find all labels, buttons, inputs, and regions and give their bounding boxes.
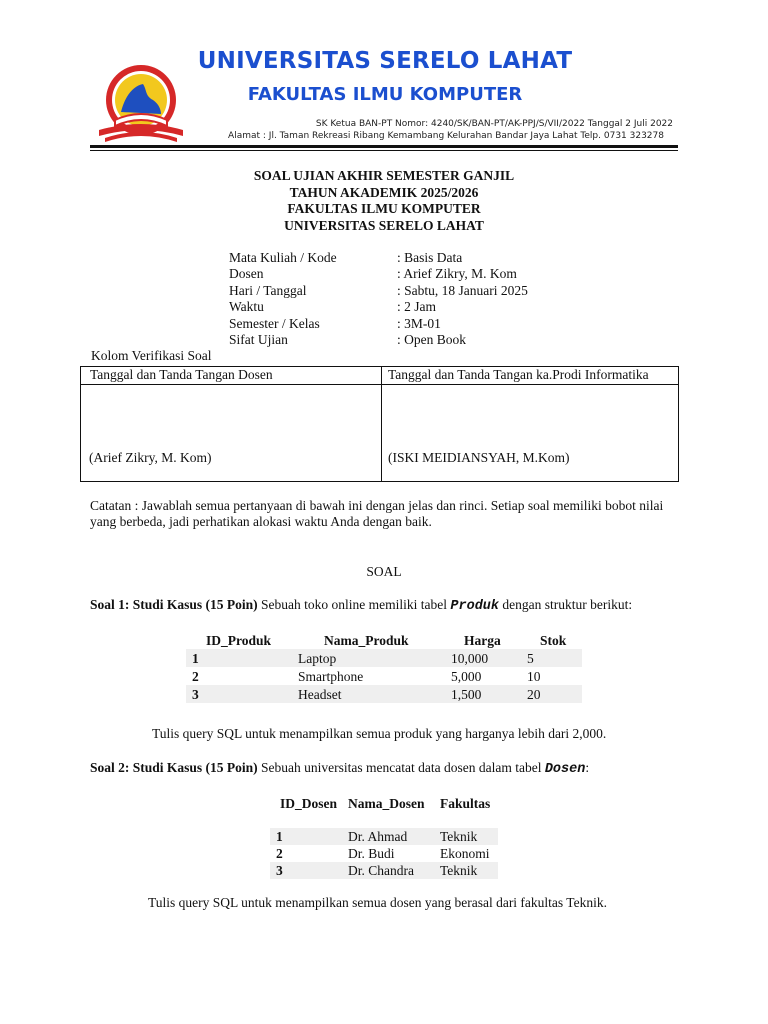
info-key: Semester / Kelas [229,315,320,331]
table-cell: 20 [527,685,582,703]
table-cell: 3 [270,862,348,879]
table-cell: Laptop [298,649,451,667]
lecturer-name: (Arief Zikry, M. Kom) [89,450,212,465]
soal2-intro [90,760,589,777]
table-header: Harga [464,633,501,648]
info-key: Hari / Tanggal [229,282,307,298]
exam-heading [90,168,678,234]
exam-heading-line: SOAL UJIAN AKHIR SEMESTER GANJIL [253,168,515,183]
table-row [270,828,498,845]
info-key: Waktu [229,299,264,315]
exam-heading-line: FAKULTAS ILMU KOMPUTER [287,201,481,216]
table-row [270,862,498,879]
soal2-title: Soal 2: Studi Kasus (15 Poin) [90,760,258,775]
table-header: ID_Dosen [280,796,338,811]
soal2-text: Sebuah universitas mencatat data dosen dalam tabel [257,760,545,775]
university-title: UNIVERSITAS SERELO LAHAT [197,48,573,74]
table-cell: Smartphone [298,668,364,684]
table-cell: Dr. Chandra [348,862,440,879]
info-value: : 2 Jam [397,299,436,315]
table-cell: 1,500 [451,685,527,703]
table-header: Stok [540,633,567,648]
table-row [186,649,582,667]
table-cell: 10,000 [451,649,527,667]
soal1-text: Sebuah toko online memiliki tabel [257,597,451,612]
headprodi-name: (ISKI MEIDIANSYAH, M.Kom) [388,450,570,465]
info-row [229,250,528,266]
soal1-text-after: dengan struktur berikut: [499,597,633,612]
table-header: Nama_Dosen [348,796,425,811]
letterhead-rule-thin [90,150,678,151]
info-value: : Open Book [397,332,466,348]
info-row [229,316,528,332]
table-cell: 5,000 [451,668,482,684]
soal1-question: Tulis query SQL untuk menampilkan semua produk yang harganya lebih dari 2,000. [152,726,607,741]
info-row [229,332,528,348]
soal2-question: Tulis query SQL untuk menampilkan semua dosen yang berasal dari fakultas Teknik. [148,895,607,910]
table-cell: Dr. Ahmad [348,828,440,845]
table-cell: Ekonomi [440,846,490,861]
info-key: Mata Kuliah / Kode [229,250,337,265]
verification-table [80,366,679,482]
soal2-table-name: Dosen [544,762,586,777]
exam-note: Catatan : Jawablah semua pertanyaan di bawah ini dengan jelas dan rinci. Setiap soal memiliki bobot nilai yang berbeda, jadi perhatikan alokasi waktu Anda dengan baik. [90,498,664,530]
exam-info [229,250,528,348]
info-row [229,283,528,299]
verification-label: Kolom Verifikasi Soal [91,348,212,363]
info-row [229,266,528,282]
faculty-title: FAKULTAS ILMU KOMPUTER [247,84,523,105]
table-row [186,667,582,685]
table-row [186,685,582,703]
info-value: : 3M-01 [397,315,441,331]
soal1-intro [90,597,632,614]
table-cell: Dr. Budi [348,846,395,861]
table-header: Nama_Produk [324,633,409,648]
table-header-row [270,796,498,828]
table-cell: 10 [527,668,541,684]
table-cell: 5 [527,649,582,667]
table-header: Fakultas [440,796,491,811]
address-line: Alamat : Jl. Taman Rekreasi Ribang Kemambang Kelurahan Bandar Jaya Lahat Telp. 0731 323278 [228,131,664,141]
soal2-text-after: : [585,760,590,775]
lecturer-signature-header: Tanggal dan Tanda Tangan Dosen [90,367,273,382]
table-cell: Teknik [440,828,498,845]
info-value: : Basis Data [397,250,463,265]
soal1-title: Soal 1: Studi Kasus (15 Poin) [90,597,258,612]
info-value: : Arief Zikry, M. Kom [397,266,517,282]
headprodi-signature-header: Tanggal dan Tanda Tangan ka.Prodi Informatika [388,367,649,382]
exam-heading-line: TAHUN AKADEMIK 2025/2026 [289,184,479,200]
table-cell: 3 [186,685,298,703]
letterhead-rule-thick [90,145,678,148]
info-row [229,299,528,315]
soal-heading: SOAL [366,564,402,579]
info-value: : Sabtu, 18 Januari 2025 [397,282,528,298]
produk-table [186,633,582,703]
accreditation-line: SK Ketua BAN-PT Nomor: 4240/SK/BAN-PT/AK-PPJ/S/VII/2022 Tanggal 2 Juli 2022 [315,119,673,129]
table-cell: Headset [298,685,451,703]
table-header: ID_Produk [206,633,272,648]
table-cell: 1 [270,828,348,845]
info-key: Dosen [229,266,264,282]
table-divider [81,384,678,385]
exam-heading-line: UNIVERSITAS SERELO LAHAT [284,217,484,233]
table-row [270,845,498,862]
table-cell: 1 [186,649,298,667]
info-key: Sifat Ujian [229,332,288,348]
soal1-table-name: Produk [450,599,499,614]
table-cell: 2 [192,668,199,684]
university-logo [95,60,187,152]
table-cell: Teknik [440,862,498,879]
table-cell: 2 [276,846,283,861]
dosen-table [270,796,498,879]
table-header-row [186,633,582,649]
